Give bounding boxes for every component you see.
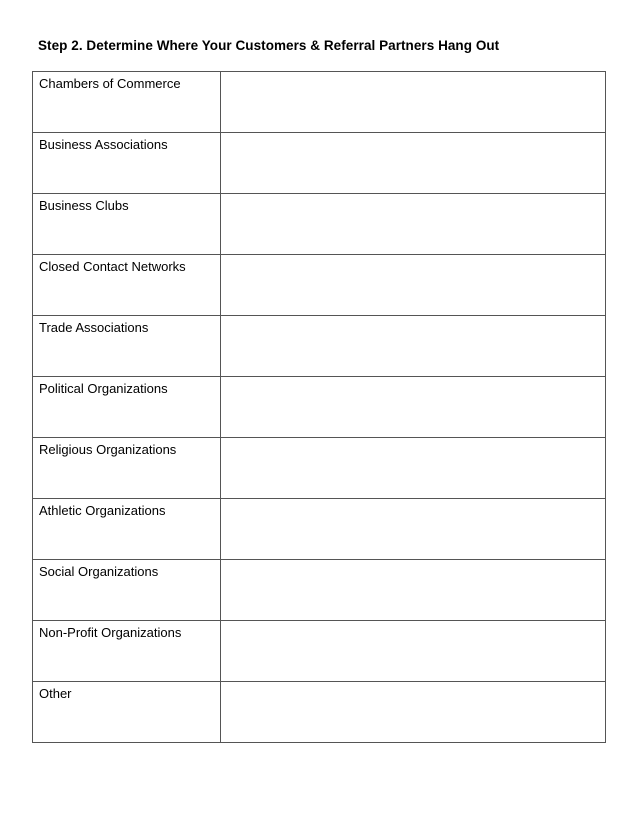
row-label: Non-Profit Organizations (39, 625, 182, 640)
row-label-cell (33, 682, 221, 743)
row-label: Other (39, 686, 72, 701)
row-label: Chambers of Commerce (39, 76, 181, 91)
row-entry-cell[interactable] (221, 316, 606, 377)
row-entry-cell[interactable] (221, 255, 606, 316)
row-label-cell (33, 194, 221, 255)
row-label-cell (33, 255, 221, 316)
row-entry-cell[interactable] (221, 72, 606, 133)
row-label: Closed Contact Networks (39, 259, 186, 274)
row-label-cell (33, 377, 221, 438)
table-row (33, 72, 606, 133)
row-label-cell (33, 133, 221, 194)
row-label: Political Organizations (39, 381, 168, 396)
row-entry-cell[interactable] (221, 682, 606, 743)
row-entry-cell[interactable] (221, 438, 606, 499)
row-label: Athletic Organizations (39, 503, 166, 518)
table-row (33, 133, 606, 194)
row-label: Religious Organizations (39, 442, 177, 457)
table-row (33, 194, 606, 255)
row-label: Trade Associations (39, 320, 149, 335)
worksheet-table (32, 71, 606, 743)
row-label: Business Clubs (39, 198, 129, 213)
row-entry-cell[interactable] (221, 194, 606, 255)
row-label-cell (33, 316, 221, 377)
table-row (33, 316, 606, 377)
row-label-cell (33, 72, 221, 133)
row-entry-cell[interactable] (221, 560, 606, 621)
table-row (33, 438, 606, 499)
row-entry-cell[interactable] (221, 133, 606, 194)
row-entry-cell[interactable] (221, 621, 606, 682)
table-row (33, 377, 606, 438)
table-row (33, 499, 606, 560)
row-label-cell (33, 499, 221, 560)
table-row (33, 560, 606, 621)
row-label: Business Associations (39, 137, 168, 152)
row-label-cell (33, 621, 221, 682)
table-row (33, 682, 606, 743)
page-title: Step 2. Determine Where Your Customers & Referral Partners Hang Out (38, 38, 500, 53)
row-label-cell (33, 438, 221, 499)
row-entry-cell[interactable] (221, 499, 606, 560)
row-entry-cell[interactable] (221, 377, 606, 438)
row-label-cell (33, 560, 221, 621)
table-row (33, 621, 606, 682)
table-row (33, 255, 606, 316)
row-label: Social Organizations (39, 564, 159, 579)
